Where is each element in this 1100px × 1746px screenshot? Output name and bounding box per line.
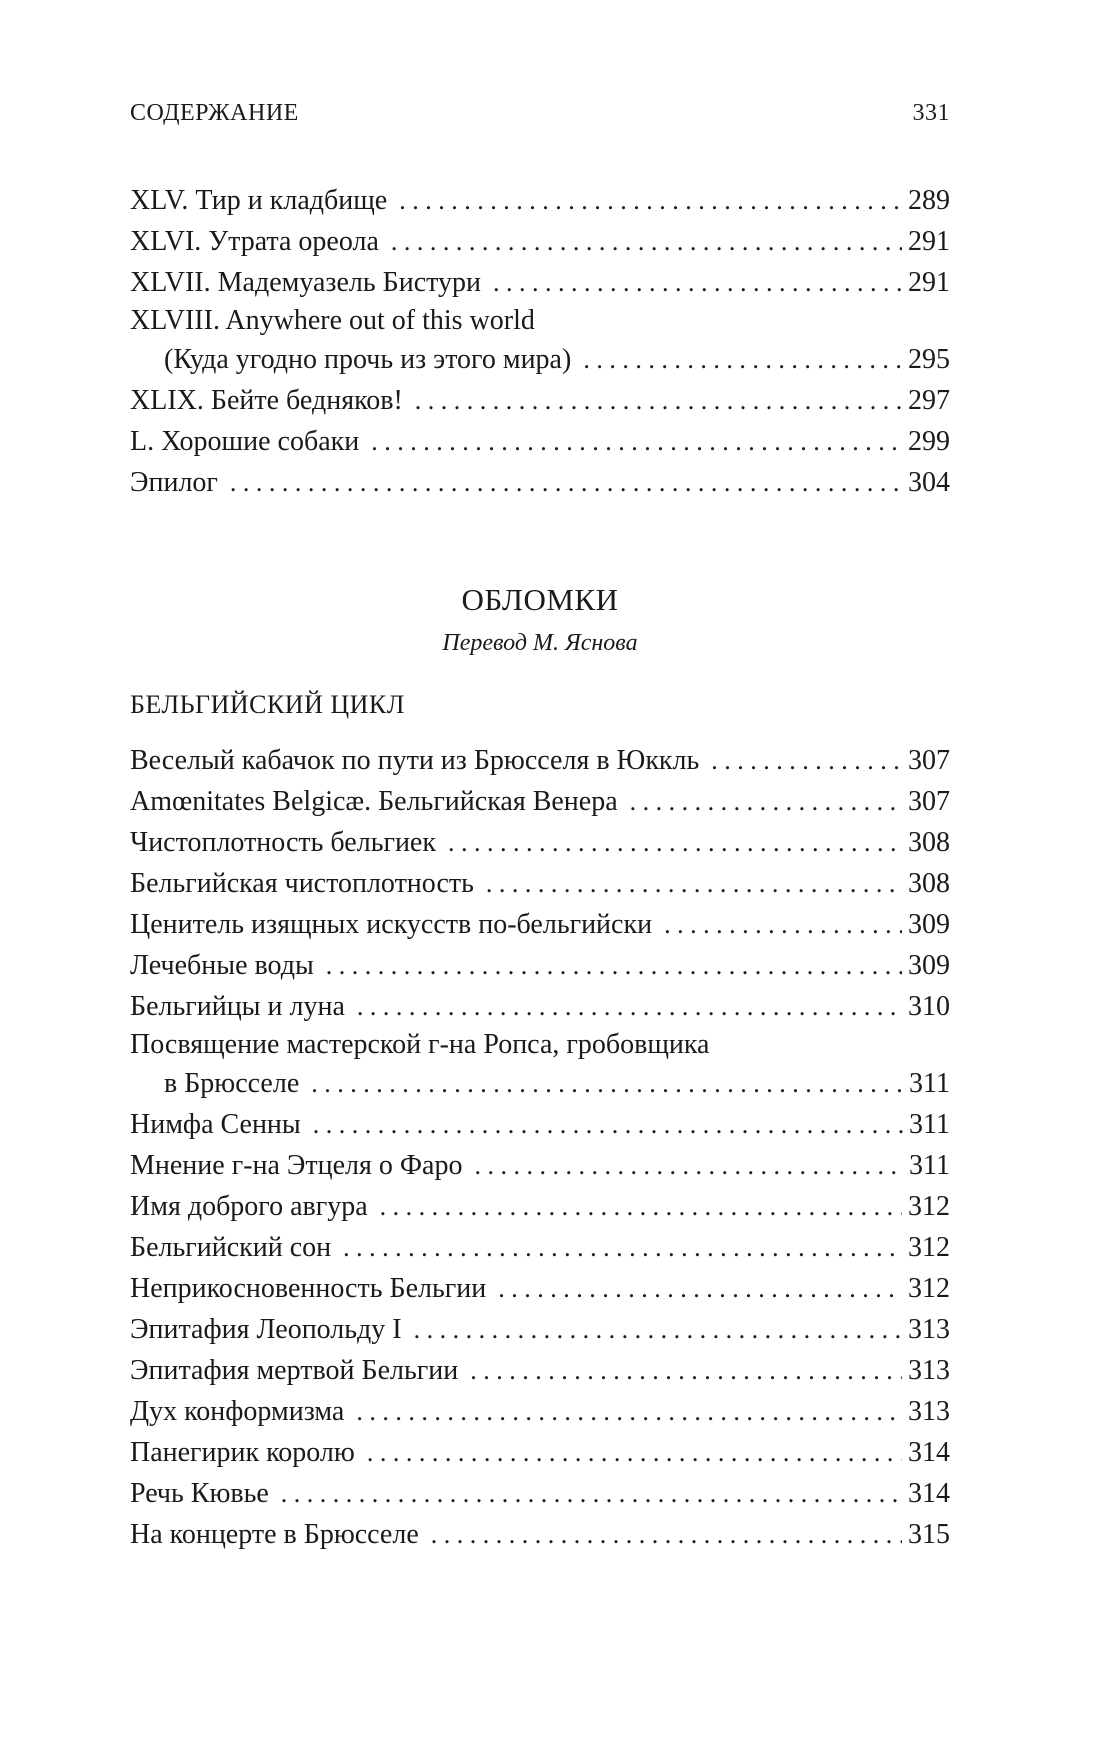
toc-entry-title: Amœnitates Belgicæ. Бельгийская Венера (130, 786, 618, 817)
toc-entry[interactable] (130, 462, 950, 503)
dot-leader (493, 262, 902, 303)
toc-entry-title: XLV. Тир и кладбище (130, 185, 388, 216)
toc-entry-page: 315 (908, 1519, 950, 1550)
dot-leader (583, 339, 902, 380)
toc-entry[interactable] (130, 1063, 950, 1104)
toc-entry-title: Имя доброго авгура (130, 1191, 368, 1222)
toc-entry-page: 289 (908, 185, 950, 216)
toc-entry-page: 310 (908, 991, 950, 1022)
dot-leader (486, 863, 902, 904)
toc-entry[interactable] (130, 1350, 950, 1391)
toc-entry-page: 297 (908, 385, 950, 416)
toc-entry-page: 308 (908, 827, 950, 858)
dot-leader (498, 1268, 902, 1309)
toc-entry[interactable] (130, 180, 950, 221)
toc-entry[interactable] (130, 262, 950, 303)
dot-leader (367, 1432, 902, 1473)
toc-entry-title-cont: (Куда угодно прочь из этого мира) (164, 344, 572, 375)
section-translator: Перевод М. Яснова (442, 630, 638, 656)
dot-leader (230, 462, 902, 503)
dot-leader (415, 380, 902, 421)
toc-entry[interactable] (130, 1145, 950, 1186)
toc-entry[interactable] (130, 1309, 950, 1350)
toc-entry-title: Бельгийский сон (130, 1232, 332, 1263)
toc-entry-page: 312 (908, 1232, 950, 1263)
toc-entry-title: Панегирик королю (130, 1437, 355, 1468)
dot-leader (380, 1186, 902, 1227)
toc-entry-page: 313 (908, 1314, 950, 1345)
toc-entry[interactable] (130, 863, 950, 904)
running-head-title: СОДЕРЖАНИЕ (130, 100, 299, 126)
toc-list-bottom (130, 740, 950, 1555)
toc-entry-title: Речь Кювье (130, 1478, 269, 1509)
toc-entry-page: 309 (908, 909, 950, 940)
toc-entry[interactable] (130, 221, 950, 262)
toc-entry-title: XLVII. Мадемуазель Бистури (130, 267, 481, 298)
toc-entry-title: Неприкосновенность Бельгии (130, 1273, 487, 1304)
dot-leader (356, 1391, 902, 1432)
toc-entry-title: Дух конформизма (130, 1396, 345, 1427)
toc-entry-title: Лечебные воды (130, 950, 314, 981)
toc-entry-title: Мнение г-на Этцеля о Фаро (130, 1150, 463, 1181)
toc-entry-title: Посвящение мастерской г-на Ропса, гробовщика (130, 1029, 710, 1060)
toc-entry-page: 312 (908, 1273, 950, 1304)
toc-entry-title: XLVIII. Anywhere out of this world (130, 305, 535, 336)
toc-entry-page: 314 (908, 1437, 950, 1468)
toc-entry[interactable] (130, 986, 950, 1027)
dot-leader (448, 822, 902, 863)
toc-entry-page: 311 (909, 1150, 950, 1181)
toc-entry-page: 309 (908, 950, 950, 981)
toc-entry-title: Эпитафия мертвой Бельгии (130, 1355, 459, 1386)
toc-entry-page: 311 (909, 1109, 950, 1140)
dot-leader (311, 1063, 903, 1104)
dot-leader (371, 421, 902, 462)
toc-entry-page: 304 (908, 467, 950, 498)
toc-entry[interactable] (130, 1432, 950, 1473)
toc-entry-page: 312 (908, 1191, 950, 1222)
dot-leader (630, 781, 902, 822)
dot-leader (414, 1309, 902, 1350)
dot-leader (281, 1473, 902, 1514)
toc-entry-title: L. Хорошие собаки (130, 426, 360, 457)
dot-leader (470, 1350, 902, 1391)
toc-entry-page: 307 (908, 745, 950, 776)
toc-entry[interactable] (130, 1391, 950, 1432)
toc-entry[interactable] (130, 421, 950, 462)
toc-entry-title: Чистоплотность бельгиек (130, 827, 436, 858)
toc-entry-page: 295 (908, 344, 950, 375)
dot-leader (313, 1104, 903, 1145)
toc-list-top (130, 180, 950, 503)
toc-entry-title: Эпитафия Леопольду I (130, 1314, 402, 1345)
toc-entry-page: 308 (908, 868, 950, 899)
toc-entry[interactable] (130, 1514, 950, 1555)
dot-leader (391, 221, 902, 262)
toc-entry-page: 299 (908, 426, 950, 457)
toc-entry-title: XLIX. Бейте бедняков! (130, 385, 403, 416)
toc-entry-title: Веселый кабачок по пути из Брюсселя в Юккль (130, 745, 700, 776)
running-head (130, 100, 950, 127)
toc-entry[interactable] (130, 1227, 950, 1268)
toc-entry-title: XLVI. Утрата ореола (130, 226, 379, 257)
toc-entry-page: 313 (908, 1396, 950, 1427)
dot-leader (343, 1227, 902, 1268)
toc-entry-line (130, 303, 950, 339)
toc-entry[interactable] (130, 339, 950, 380)
toc-entry-title: Бельгийская чистоплотность (130, 868, 474, 899)
toc-entry-page: 291 (908, 267, 950, 298)
cycle-title: БЕЛЬГИЙСКИЙ ЦИКЛ (130, 690, 405, 719)
toc-entry-line (130, 1027, 950, 1063)
section-title: ОБЛОМКИ (461, 582, 619, 617)
toc-entry-page: 314 (908, 1478, 950, 1509)
dot-leader (474, 1145, 903, 1186)
toc-entry[interactable] (130, 1186, 950, 1227)
dot-leader (711, 740, 902, 781)
toc-entry[interactable] (130, 380, 950, 421)
dot-leader (431, 1514, 902, 1555)
toc-entry[interactable] (130, 740, 950, 781)
toc-entry-title: На концерте в Брюсселе (130, 1519, 419, 1550)
toc-entry[interactable] (130, 1473, 950, 1514)
dot-leader (326, 945, 902, 986)
toc-entry[interactable] (130, 904, 950, 945)
dot-leader (399, 180, 902, 221)
toc-entry[interactable] (130, 1268, 950, 1309)
toc-entry-title: Бельгийцы и луна (130, 991, 345, 1022)
toc-entry-page: 307 (908, 786, 950, 817)
toc-entry[interactable] (130, 822, 950, 863)
dot-leader (664, 904, 902, 945)
toc-entry-page: 311 (909, 1068, 950, 1099)
toc-entry-title: Эпилог (130, 467, 218, 498)
toc-entry[interactable] (130, 1104, 950, 1145)
toc-entry-title: Ценитель изящных искусств по-бельгийски (130, 909, 653, 940)
page-number: 331 (912, 100, 950, 126)
toc-entry-page: 313 (908, 1355, 950, 1386)
toc-entry-title-cont: в Брюсселе (164, 1068, 300, 1099)
toc-entry[interactable] (130, 781, 950, 822)
toc-entry-page: 291 (908, 226, 950, 257)
toc-entry-title: Нимфа Сенны (130, 1109, 301, 1140)
toc-entry[interactable] (130, 945, 950, 986)
dot-leader (357, 986, 902, 1027)
